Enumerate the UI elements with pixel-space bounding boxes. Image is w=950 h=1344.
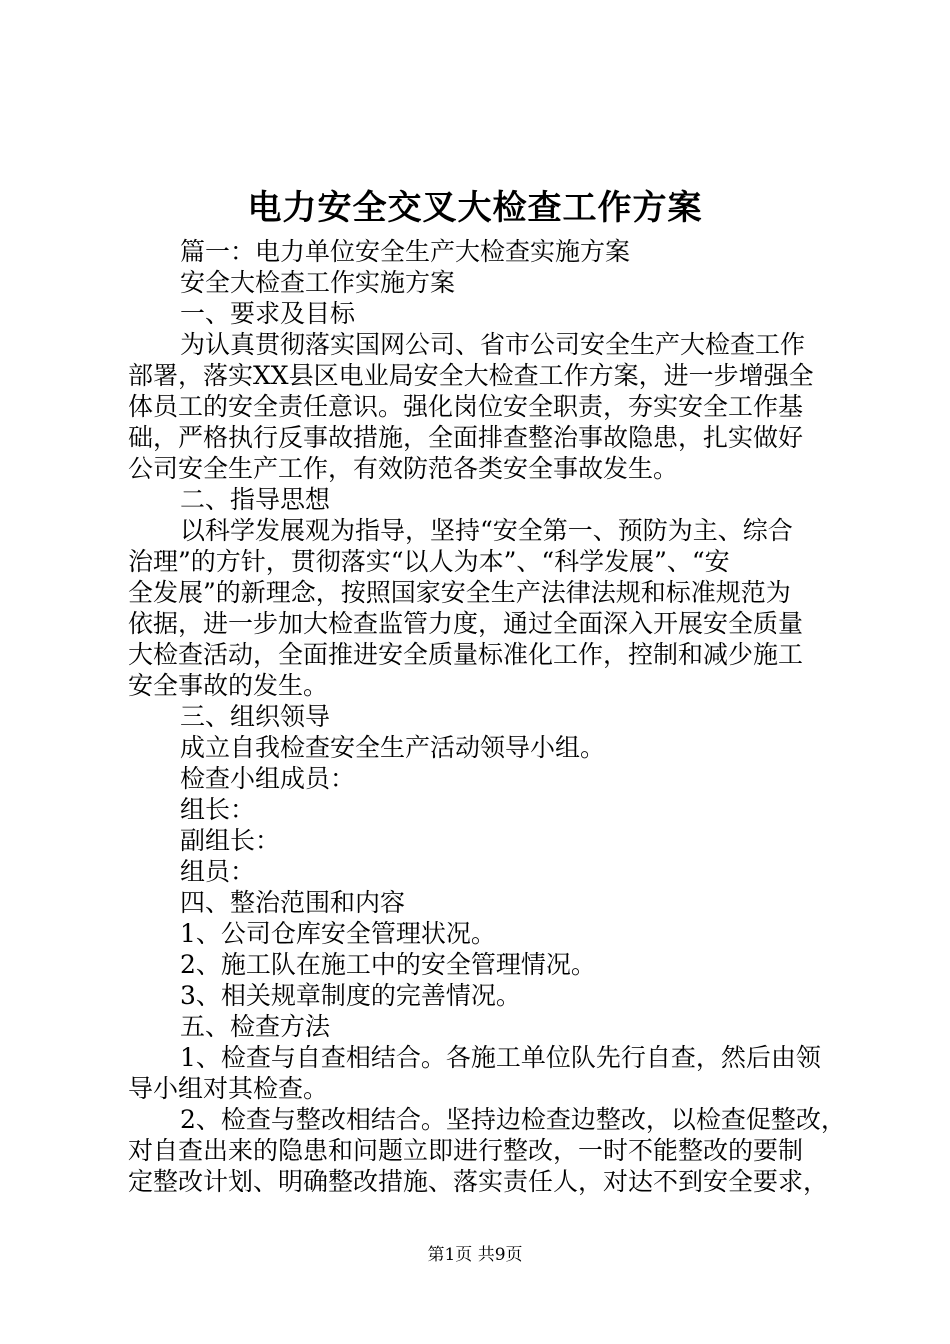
section-heading: 一、要求及目标	[180, 299, 356, 328]
paragraph-line: 全发展”的新理念，按照国家安全生产法律法规和标准规范为	[128, 578, 791, 607]
document-title: 电力安全交叉大检查工作方案	[247, 188, 703, 228]
paragraph-line: 检查小组成员：	[180, 764, 356, 793]
paragraph-line: 大检查活动，全面推进安全质量标准化工作，控制和减少施工	[128, 640, 804, 669]
paragraph-line: 体员工的安全责任意识。强化岗位安全职责，夯实安全工作基	[128, 392, 804, 421]
section-heading: 篇一：电力单位安全生产大检查实施方案	[180, 237, 631, 266]
paragraph-line: 组员：	[180, 857, 256, 886]
section-heading: 五、检查方法	[180, 1012, 331, 1041]
paragraph-line: 公司安全生产工作，有效防范各类安全事故发生。	[128, 454, 679, 483]
paragraph-line: 对自查出来的隐患和问题立即进行整改，一时不能整改的要制	[128, 1136, 804, 1165]
paragraph-line: 础，严格执行反事故措施，全面排查整治事故隐患，扎实做好	[128, 423, 804, 452]
section-heading: 二、指导思想	[180, 485, 331, 514]
paragraph-line: 成立自我检查安全生产活动领导小组。	[180, 733, 606, 762]
section-heading: 四、整治范围和内容	[180, 888, 406, 917]
sub-heading: 安全大检查工作实施方案	[180, 268, 456, 297]
list-item: 1、公司仓库安全管理状况。	[180, 919, 496, 948]
paragraph-line: 以科学发展观为指导，坚持“安全第一、预防为主、综合	[180, 516, 793, 545]
list-item: 3、相关规章制度的完善情况。	[180, 981, 521, 1010]
document-body	[128, 236, 846, 1197]
section-heading: 三、组织领导	[180, 702, 331, 731]
paragraph-line: 部署，落实XX县区电业局安全大检查工作方案，进一步增强全	[128, 361, 814, 390]
list-item: 2、检查与整改相结合。坚持边检查边整改，以检查促整改，	[180, 1105, 846, 1134]
paragraph-line: 组长：	[180, 795, 256, 824]
list-item: 2、施工队在施工中的安全管理情况。	[180, 950, 596, 979]
paragraph-line: 为认真贯彻落实国网公司、省市公司安全生产大检查工作	[180, 330, 806, 359]
paragraph-line: 副组长：	[180, 826, 281, 855]
paragraph-line: 治理”的方针，贯彻落实“以人为本”、“科学发展”、“安	[128, 547, 730, 576]
paragraph-line: 定整改计划、明确整改措施、落实责任人，对达不到安全要求，	[128, 1167, 829, 1196]
list-item: 1、检查与自查相结合。各施工单位队先行自查，然后由领	[180, 1043, 821, 1072]
paragraph-line: 依据，进一步加大检查监管力度，通过全面深入开展安全质量	[128, 609, 804, 638]
paragraph-line: 导小组对其检查。	[128, 1074, 329, 1103]
page-footer: 第1页 共9页	[427, 1245, 523, 1265]
paragraph-line: 安全事故的发生。	[128, 671, 329, 700]
